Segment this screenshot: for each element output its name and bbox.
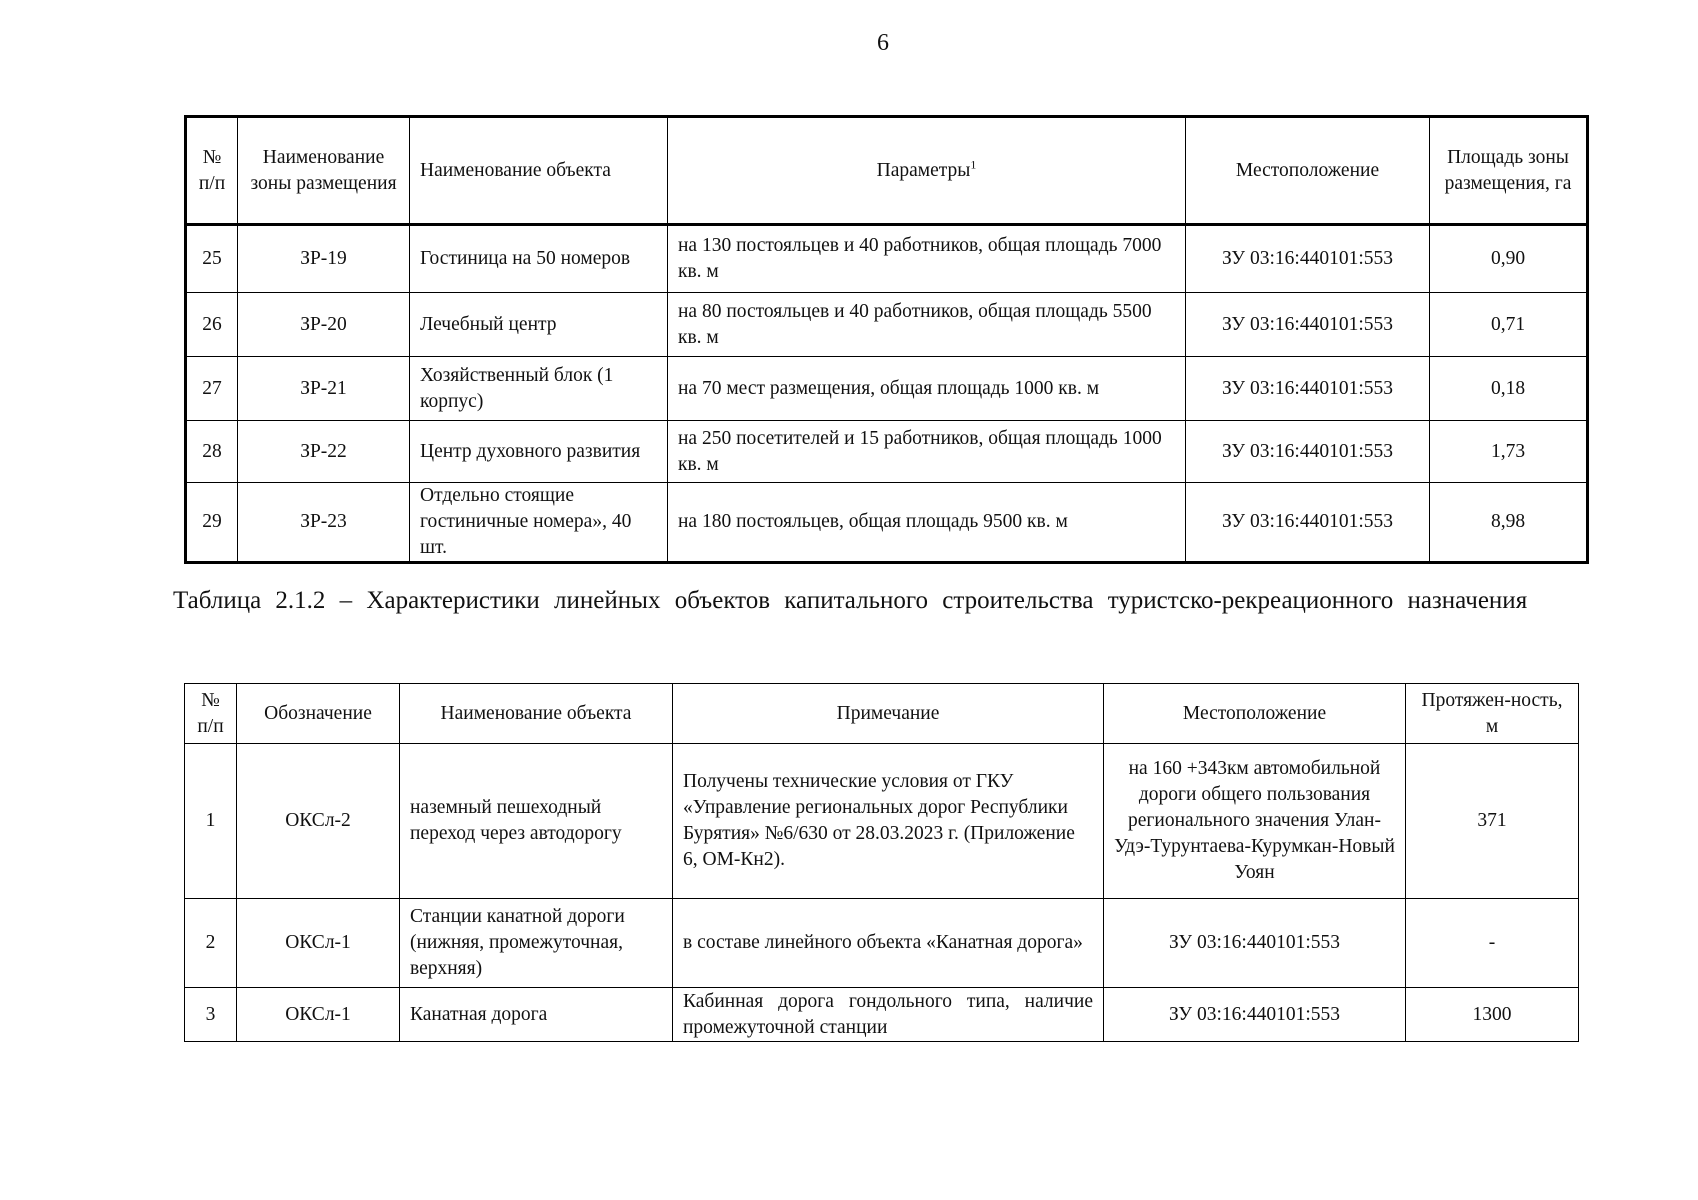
cell-location: на 160 +343км автомобильной дороги общего пользования регионального значения Улан-Удэ-Турунтаева-Курумкан-Новый Уоян <box>1104 744 1406 899</box>
table-row <box>186 483 1588 563</box>
header-location: Местоположение <box>1186 117 1430 225</box>
table-row <box>186 225 1588 293</box>
cell-object-name: Центр духовного развития <box>410 421 668 483</box>
cell-zone: ЗР-20 <box>238 293 410 357</box>
cell-num: 25 <box>186 225 238 293</box>
cell-area: 1,73 <box>1430 421 1588 483</box>
cell-object-name: Отдельно стоящие гостиничные номера», 40 шт. <box>410 483 668 563</box>
cell-params: на 180 постояльцев, общая площадь 9500 кв. м <box>668 483 1186 563</box>
header-object-name: Наименование объекта <box>410 117 668 225</box>
cell-zone: ЗР-23 <box>238 483 410 563</box>
cell-location: ЗУ 03:16:440101:553 <box>1186 293 1430 357</box>
cell-zone: ЗР-21 <box>238 357 410 421</box>
cell-object-name: Канатная дорога <box>400 988 673 1042</box>
cell-params: на 130 постояльцев и 40 работников, общая площадь 7000 кв. м <box>668 225 1186 293</box>
cell-object-name: Лечебный центр <box>410 293 668 357</box>
cell-num: 26 <box>186 293 238 357</box>
cell-note: Получены технические условия от ГКУ «Управление региональных дорог Республики Бурятия» №6/630 от 28.03.2023 г. (Приложение 6, ОМ-Кн2). <box>673 744 1104 899</box>
cell-object-name: Хозяйственный блок (1 корпус) <box>410 357 668 421</box>
objects-table <box>184 115 1589 564</box>
header-length: Протяжен-ность, м <box>1406 684 1579 744</box>
table-header-row <box>186 117 1588 225</box>
cell-location: ЗУ 03:16:440101:553 <box>1186 483 1430 563</box>
table-row <box>185 744 1579 899</box>
header-note: Примечание <box>673 684 1104 744</box>
cell-area: 0,18 <box>1430 357 1588 421</box>
table-row <box>185 899 1579 988</box>
cell-area: 0,71 <box>1430 293 1588 357</box>
table-caption: Таблица 2.1.2 – Характеристики линейных объектов капитального строительства туристско-рекреационного назначения <box>173 587 1528 614</box>
cell-num: 3 <box>185 988 237 1042</box>
cell-zone: ЗР-22 <box>238 421 410 483</box>
header-area: Площадь зоны размещения, га <box>1430 117 1588 225</box>
header-num: № п/п <box>185 684 237 744</box>
cell-designation: ОКСл-1 <box>237 988 400 1042</box>
cell-params: на 70 мест размещения, общая площадь 1000 кв. м <box>668 357 1186 421</box>
footnote-marker: 1 <box>970 157 977 171</box>
cell-length: 371 <box>1406 744 1579 899</box>
cell-area: 8,98 <box>1430 483 1588 563</box>
table-row <box>186 293 1588 357</box>
header-params-label: Параметры <box>876 159 971 181</box>
header-designation: Обозначение <box>237 684 400 744</box>
table-row <box>186 421 1588 483</box>
cell-num: 28 <box>186 421 238 483</box>
header-params <box>668 117 1186 225</box>
cell-note: Кабинная дорога гондольного типа, наличие промежуточной станции <box>673 988 1104 1042</box>
cell-object-name: Станции канатной дороги (нижняя, промежуточная, верхняя) <box>400 899 673 988</box>
header-num: № п/п <box>186 117 238 225</box>
table-row <box>186 357 1588 421</box>
header-object-name: Наименование объекта <box>400 684 673 744</box>
cell-designation: ОКСл-1 <box>237 899 400 988</box>
cell-num: 2 <box>185 899 237 988</box>
cell-params: на 80 постояльцев и 40 работников, общая площадь 5500 кв. м <box>668 293 1186 357</box>
cell-num: 1 <box>185 744 237 899</box>
cell-location: ЗУ 03:16:440101:553 <box>1104 988 1406 1042</box>
cell-area: 0,90 <box>1430 225 1588 293</box>
cell-num: 27 <box>186 357 238 421</box>
linear-objects-table <box>184 683 1579 1042</box>
cell-location: ЗУ 03:16:440101:553 <box>1186 421 1430 483</box>
table-row <box>185 988 1579 1042</box>
cell-object-name: наземный пешеходный переход через автодорогу <box>400 744 673 899</box>
cell-designation: ОКСл-2 <box>237 744 400 899</box>
cell-location: ЗУ 03:16:440101:553 <box>1104 899 1406 988</box>
cell-num: 29 <box>186 483 238 563</box>
cell-location: ЗУ 03:16:440101:553 <box>1186 357 1430 421</box>
header-zone: Наименование зоны размещения <box>238 117 410 225</box>
cell-length: - <box>1406 899 1579 988</box>
cell-length: 1300 <box>1406 988 1579 1042</box>
cell-location: ЗУ 03:16:440101:553 <box>1186 225 1430 293</box>
cell-zone: ЗР-19 <box>238 225 410 293</box>
cell-params: на 250 посетителей и 15 работников, общая площадь 1000 кв. м <box>668 421 1186 483</box>
cell-object-name: Гостиница на 50 номеров <box>410 225 668 293</box>
page-number: 6 <box>877 30 889 56</box>
header-location: Местоположение <box>1104 684 1406 744</box>
cell-note: в составе линейного объекта «Канатная дорога» <box>673 899 1104 988</box>
table-header-row <box>185 684 1579 744</box>
